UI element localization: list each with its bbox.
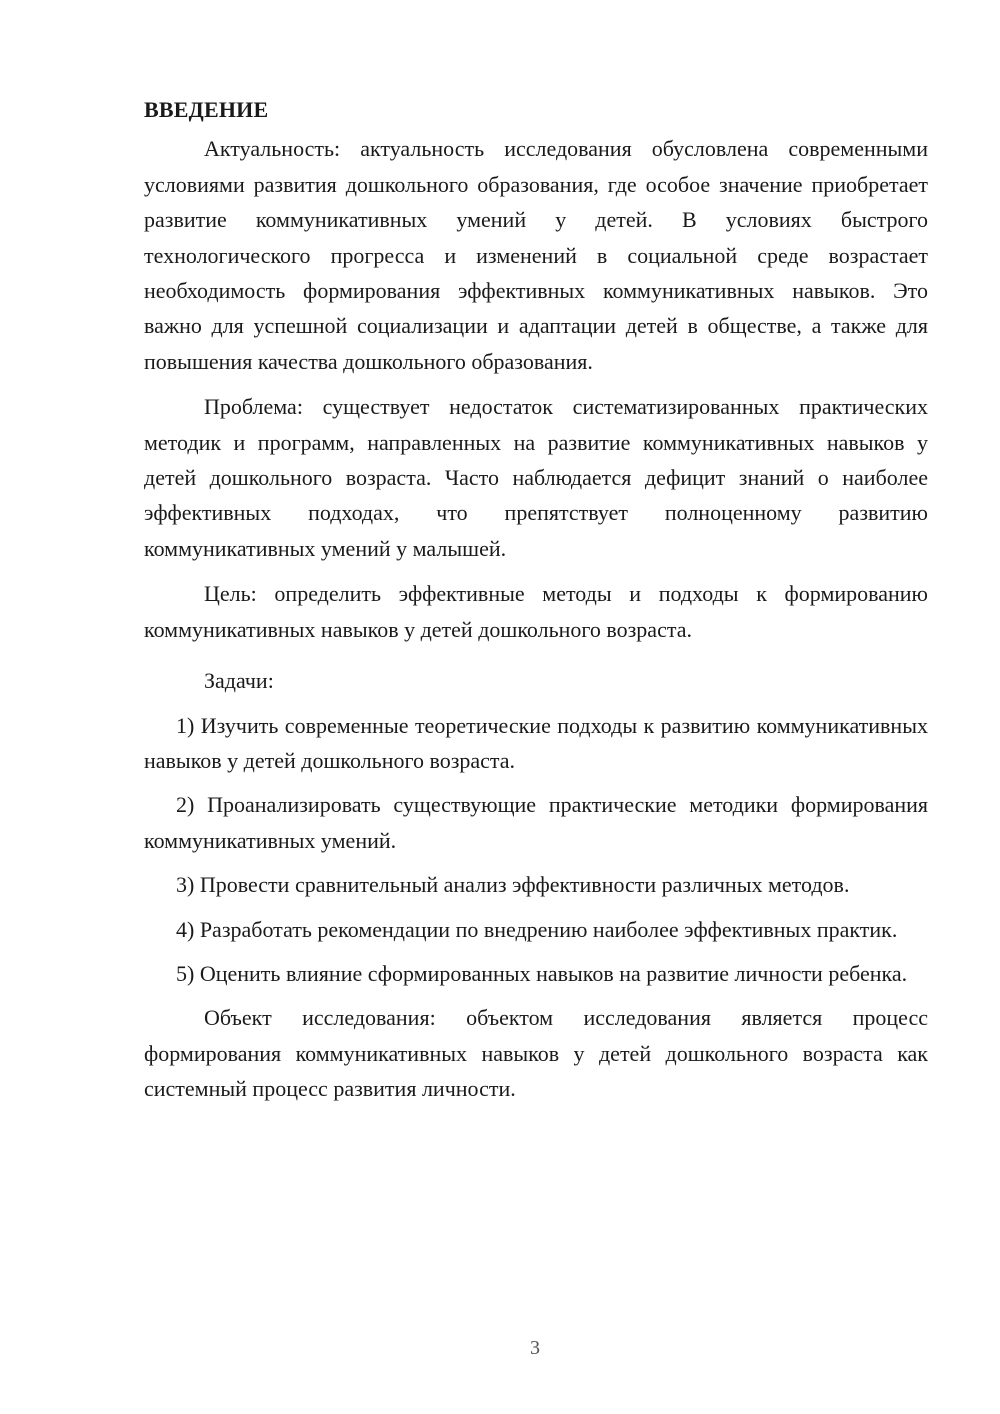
paragraph-problem: Проблема: существует недостаток систематизированных практических методик и программ, направленных на развитие коммуникативных навыков у детей дошкольного возраста. Часто наблюдается дефицит знаний о наиболее эффективных подходах, что препятствует полноценному развитию коммуникативных умений у малышей. [144,394,928,561]
tasks-list [144,708,928,992]
page-number: 3 [530,1337,540,1359]
paragraph-relevance: Актуальность: актуальность исследования обусловлена современными условиями развития дошкольного образования, где особое значение приобретает развитие коммуникативных умений у детей. В условиях быстрого технологического прогресса и изменений в социальной среде возрастает необходимость формирования эффективных коммуникативных навыков. Это важно для успешной социализации и адаптации детей в обществе, а также для повышения качества дошкольного образования. [144,136,928,374]
task-item: 5) Оценить влияние сформированных навыков на развитие личности ребенка. [176,960,908,986]
task-item: 2) Проанализировать существующие практические методики формирования коммуникативных умений. [144,792,928,853]
task-item: 1) Изучить современные теоретические подходы к развитию коммуникативных навыков у детей дошкольного возраста. [144,712,928,773]
paragraph-object: Объект исследования: объектом исследования является процесс формирования коммуникативных навыков у детей дошкольного возраста как системный процесс развития личности. [144,1005,928,1102]
tasks-heading: Задачи: [204,668,274,694]
page-body [144,92,928,1117]
task-item: 3) Провести сравнительный анализ эффективности различных методов. [176,872,850,898]
task-item: 4) Разработать рекомендации по внедрению наиболее эффективных практик. [176,916,898,942]
page-title: ВВЕДЕНИЕ [144,97,269,122]
paragraph-goal: Цель: определить эффективные методы и подходы к формированию коммуникативных навыков у детей дошкольного возраста. [144,581,928,642]
